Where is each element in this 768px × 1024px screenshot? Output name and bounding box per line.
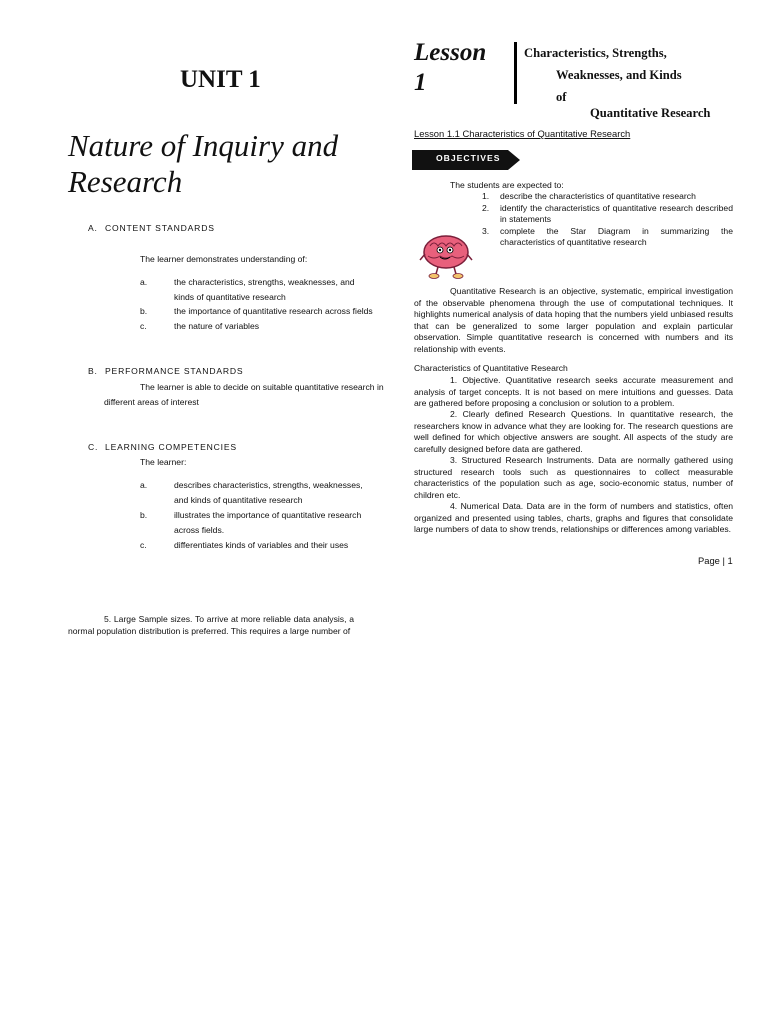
list-text: the nature of variables: [174, 321, 260, 331]
list-text: the importance of quantitative research across fields: [174, 306, 373, 316]
objective-text: identify the characteristics of quantitative research described in statements: [500, 202, 733, 224]
objectives-banner: [412, 150, 522, 170]
list-text: illustrates the importance of quantitative research across fields.: [174, 510, 362, 535]
learning-competencies-intro: The learner:: [140, 457, 187, 467]
performance-standards-marker: B.: [88, 366, 98, 376]
list-marker: b.: [140, 510, 148, 520]
characteristic-item: 2. Clearly defined Research Questions. In quantitative research, the researchers know in advance what they are looking for. The research questions are well defined for which objective answers are sought. All aspects of the study are carefully designed before data are gathered.: [414, 409, 733, 454]
content-standards-intro: The learner demonstrates understanding of:: [140, 254, 308, 264]
learning-competencies-heading: LEARNING COMPETENCIES: [105, 442, 237, 452]
list-text: the characteristics, strengths, weaknesses, and kinds of quantitative research: [174, 277, 355, 302]
lesson-label: Lesson 1: [414, 39, 487, 96]
page-number: Page | 1: [698, 555, 733, 566]
objective-item: [448, 203, 733, 226]
objective-number: 3.: [482, 225, 490, 236]
characteristic-item: 1. Objective. Quantitative research seeks accurate measurement and analysis of target concepts. It is not based on mere intuitions and guesses. Data are gathered before proposing a conclusion or solution to a problem.: [414, 375, 733, 408]
intro-paragraph: Quantitative Research is an objective, systematic, empirical investigation of the observable phenomena through the use of computational techniques. It highlights numerical analysis of data hoping that the numbers yield unbiased results that can be generalized to some larger population and explain particular observation. Simple quantitative research is concerned with numbers and its relationship with events.: [414, 286, 733, 354]
content-standards-marker: A.: [88, 223, 98, 233]
lesson-title-line: of: [556, 90, 567, 104]
list-marker: c.: [140, 321, 147, 331]
characteristics-heading: Characteristics of Quantitative Research: [414, 363, 568, 373]
objective-item: [448, 191, 733, 203]
unit-subtitle: Nature of Inquiry and Research: [68, 128, 339, 199]
lesson-title-line: Quantitative Research: [590, 106, 711, 120]
characteristic-item: 3. Structured Research Instruments. Data are normally gathered using structured research tools such as questionnaires to collect measurable characteristics of the population such as age, socio-economic status, number of children etc.: [414, 455, 733, 500]
list-marker: a.: [140, 480, 148, 490]
objective-item: [448, 226, 733, 249]
characteristic-item: 4. Numerical Data. Data are in the form of numbers and statistics, often organized and presented using tables, charts, graphs and figures that consolidate large numbers of data to show trends, relationships or differences among variables.: [414, 501, 733, 534]
title-divider: [514, 42, 517, 104]
objectives-intro: The students are expected to:: [450, 180, 564, 190]
unit-title: UNIT 1: [180, 66, 261, 93]
list-text: differentiates kinds of variables and their uses: [174, 540, 349, 550]
list-marker: c.: [140, 540, 147, 550]
objective-number: 1.: [482, 191, 490, 201]
brain-mascot-icon: [418, 232, 474, 280]
list-marker: b.: [140, 306, 148, 316]
objective-text: complete the Star Diagram in summarizing the characteristics of quantitative research: [500, 225, 733, 247]
performance-standards-heading: PERFORMANCE STANDARDS: [105, 366, 244, 376]
list-marker: a.: [140, 277, 148, 287]
list-text: describes characteristics, strengths, weaknesses, and kinds of quantitative research: [174, 480, 363, 505]
learning-competencies-marker: C.: [88, 442, 99, 452]
objective-number: 2.: [482, 202, 490, 213]
objectives-label: OBJECTIVES: [436, 153, 501, 163]
large-sample-paragraph: 5. Large Sample sizes. To arrive at more reliable data analysis, a normal population distribution is preferred. This requires a large number of: [68, 614, 354, 636]
objectives-list: [448, 191, 733, 249]
lesson-title-line: Characteristics, Strengths,: [524, 46, 667, 60]
lesson-subheading: Lesson 1.1 Characteristics of Quantitative Research: [414, 128, 631, 139]
content-standards-heading: CONTENT STANDARDS: [105, 223, 215, 233]
performance-standards-text: The learner is able to decide on suitable quantitative research in different areas of interest: [104, 382, 384, 407]
objective-text: describe the characteristics of quantitative research: [500, 191, 696, 201]
lesson-title-line: Weaknesses, and Kinds: [556, 68, 682, 82]
